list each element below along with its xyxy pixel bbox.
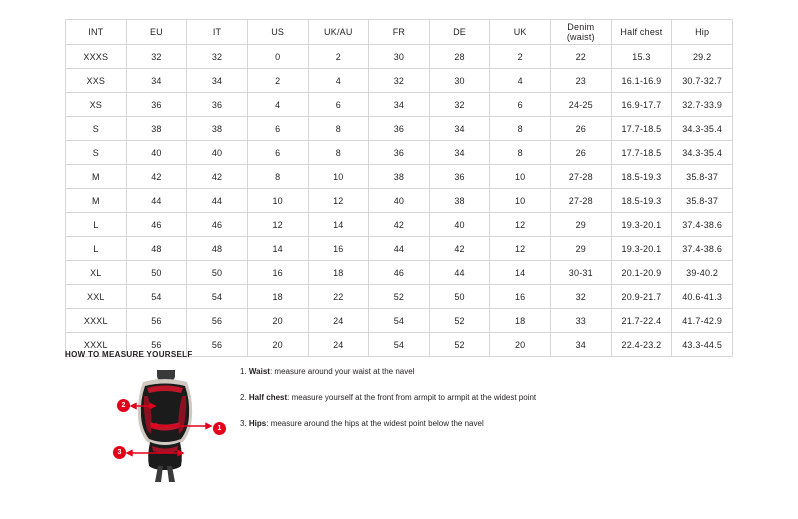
- table-cell: 38: [126, 117, 187, 141]
- table-cell: 33: [551, 309, 612, 333]
- table-cell: 36: [369, 141, 430, 165]
- table-cell: 22: [308, 285, 369, 309]
- table-cell: 10: [308, 165, 369, 189]
- table-cell: 52: [429, 309, 490, 333]
- table-cell: 34: [551, 333, 612, 357]
- table-cell: 34: [429, 117, 490, 141]
- table-cell: 30-31: [551, 261, 612, 285]
- table-cell: S: [66, 141, 127, 165]
- column-header-eu: EU: [126, 20, 187, 45]
- table-cell: 16.9-17.7: [611, 93, 672, 117]
- table-cell: 44: [429, 261, 490, 285]
- table-cell: 48: [126, 237, 187, 261]
- table-cell: 8: [490, 141, 551, 165]
- note-number-2: 2.: [240, 393, 247, 402]
- table-cell: 22.4-23.2: [611, 333, 672, 357]
- table-cell: 27-28: [551, 165, 612, 189]
- table-cell: 16: [308, 237, 369, 261]
- table-cell: 17.7-18.5: [611, 117, 672, 141]
- table-cell: 56: [187, 309, 248, 333]
- table-cell: 40: [126, 141, 187, 165]
- table-cell: 50: [429, 285, 490, 309]
- table-cell: 30: [369, 45, 430, 69]
- table-cell: 16: [490, 285, 551, 309]
- note-term-hips: Hips: [248, 419, 267, 428]
- table-cell: 10: [247, 189, 308, 213]
- table-row: [66, 117, 733, 141]
- table-cell: 4: [308, 69, 369, 93]
- table-cell: 29: [551, 237, 612, 261]
- table-cell: 27-28: [551, 189, 612, 213]
- column-header-fr: FR: [369, 20, 430, 45]
- table-cell: 4: [490, 69, 551, 93]
- table-cell: 18: [247, 285, 308, 309]
- note-text-hips: : measure around the hips at the widest point below the navel: [266, 419, 484, 428]
- table-cell: 10: [490, 189, 551, 213]
- note-text-half-chest: : measure yourself at the front from armpit to armpit at the widest point: [287, 393, 537, 402]
- table-cell: 12: [308, 189, 369, 213]
- table-cell: 8: [308, 117, 369, 141]
- table-cell: 38: [369, 165, 430, 189]
- table-cell: M: [66, 165, 127, 189]
- size-conversion-table: [65, 19, 733, 357]
- table-row: [66, 45, 733, 69]
- table-row: [66, 309, 733, 333]
- table-cell: 18: [308, 261, 369, 285]
- table-cell: 14: [490, 261, 551, 285]
- table-row: [66, 189, 733, 213]
- table-cell: XXL: [66, 285, 127, 309]
- column-header-hip: Hip: [672, 20, 733, 45]
- note-text-waist: : measure around your waist at the navel: [269, 367, 415, 376]
- table-cell: 26: [551, 141, 612, 165]
- table-cell: 2: [308, 45, 369, 69]
- table-cell: 56: [126, 333, 187, 357]
- table-cell: 38: [429, 189, 490, 213]
- table-cell: XXXL: [66, 333, 127, 357]
- note-term-waist: Waist: [248, 367, 270, 376]
- table-cell: 16.1-16.9: [611, 69, 672, 93]
- table-cell: 12: [247, 213, 308, 237]
- table-cell: 40: [187, 141, 248, 165]
- table-cell: 42: [126, 165, 187, 189]
- table-cell: 16: [247, 261, 308, 285]
- column-header-denim-waist: Denim (waist): [551, 20, 612, 45]
- table-cell: 56: [126, 309, 187, 333]
- table-cell: 2: [247, 69, 308, 93]
- table-cell: 6: [247, 117, 308, 141]
- table-cell: S: [66, 117, 127, 141]
- table-row: [66, 285, 733, 309]
- table-body: [66, 45, 733, 357]
- table-cell: M: [66, 189, 127, 213]
- table-cell: 10: [490, 165, 551, 189]
- table-cell: 32: [369, 69, 430, 93]
- table-cell: 46: [187, 213, 248, 237]
- table-cell: 20.1-20.9: [611, 261, 672, 285]
- table-cell: 42: [187, 165, 248, 189]
- table-cell: 29: [551, 213, 612, 237]
- table-header-row: [66, 20, 733, 45]
- measure-marker-3: 3: [113, 446, 126, 459]
- table-cell: 42: [369, 213, 430, 237]
- table-cell: 52: [429, 333, 490, 357]
- table-cell: 19.3-20.1: [611, 213, 672, 237]
- table-cell: 20: [247, 333, 308, 357]
- table-cell: 8: [308, 141, 369, 165]
- table-cell: 29.2: [672, 45, 733, 69]
- table-cell: 43.3-44.5: [672, 333, 733, 357]
- table-cell: 21.7-22.4: [611, 309, 672, 333]
- mannequin-illustration: [95, 366, 235, 486]
- table-cell: XXXS: [66, 45, 127, 69]
- table-cell: L: [66, 237, 127, 261]
- table-cell: 14: [308, 213, 369, 237]
- table-cell: XL: [66, 261, 127, 285]
- table-row: [66, 213, 733, 237]
- table-cell: 30.7-32.7: [672, 69, 733, 93]
- table-cell: 52: [369, 285, 430, 309]
- table-cell: 36: [429, 165, 490, 189]
- column-header-uk: UK: [490, 20, 551, 45]
- table-cell: 15.3: [611, 45, 672, 69]
- table-cell: XXS: [66, 69, 127, 93]
- table-cell: 8: [490, 117, 551, 141]
- table-cell: 34.3-35.4: [672, 141, 733, 165]
- table-cell: 44: [187, 189, 248, 213]
- table-cell: 36: [187, 93, 248, 117]
- table-cell: 20.9-21.7: [611, 285, 672, 309]
- column-header-de: DE: [429, 20, 490, 45]
- column-header-half-chest: Half chest: [611, 20, 672, 45]
- table-cell: 40.6-41.3: [672, 285, 733, 309]
- table-cell: 38: [187, 117, 248, 141]
- how-to-measure-title: HOW TO MEASURE YOURSELF: [65, 350, 193, 359]
- table-cell: 50: [187, 261, 248, 285]
- measure-note-hips: [240, 418, 720, 429]
- table-cell: 54: [187, 285, 248, 309]
- table-cell: 50: [126, 261, 187, 285]
- column-header-us: US: [247, 20, 308, 45]
- table-cell: 39-40.2: [672, 261, 733, 285]
- table-cell: 54: [126, 285, 187, 309]
- how-to-measure-block: [65, 366, 733, 486]
- table-cell: 18: [490, 309, 551, 333]
- table-cell: 12: [490, 237, 551, 261]
- table-row: [66, 93, 733, 117]
- table-cell: 22: [551, 45, 612, 69]
- table-cell: 26: [551, 117, 612, 141]
- table-cell: XXXL: [66, 309, 127, 333]
- table-row: [66, 141, 733, 165]
- table-cell: 24: [308, 309, 369, 333]
- table-cell: 14: [247, 237, 308, 261]
- measure-note-waist: [240, 366, 720, 377]
- column-header-int: INT: [66, 20, 127, 45]
- table-cell: 54: [369, 333, 430, 357]
- table-cell: 34: [429, 141, 490, 165]
- column-header-uk-au: UK/AU: [308, 20, 369, 45]
- table-cell: 12: [490, 213, 551, 237]
- table-cell: 18.5-19.3: [611, 189, 672, 213]
- table-cell: 34.3-35.4: [672, 117, 733, 141]
- table-cell: 23: [551, 69, 612, 93]
- measure-notes: [240, 366, 720, 444]
- table-cell: 20: [247, 309, 308, 333]
- note-number-3: 3.: [240, 419, 247, 428]
- measure-note-half-chest: [240, 392, 720, 403]
- table-cell: 18.5-19.3: [611, 165, 672, 189]
- table-cell: 6: [247, 141, 308, 165]
- table-cell: 40: [369, 189, 430, 213]
- table-cell: 6: [490, 93, 551, 117]
- table-cell: 34: [369, 93, 430, 117]
- table-cell: 2: [490, 45, 551, 69]
- table-cell: 32.7-33.9: [672, 93, 733, 117]
- note-number-1: 1.: [240, 367, 247, 376]
- table-cell: 24: [308, 333, 369, 357]
- table-cell: 4: [247, 93, 308, 117]
- table-cell: 32: [126, 45, 187, 69]
- table-cell: 41.7-42.9: [672, 309, 733, 333]
- table-cell: 20: [490, 333, 551, 357]
- table-cell: 40: [429, 213, 490, 237]
- table-row: [66, 261, 733, 285]
- table-cell: 34: [126, 69, 187, 93]
- note-term-half-chest: Half chest: [248, 393, 288, 402]
- table-cell: 28: [429, 45, 490, 69]
- table-cell: XS: [66, 93, 127, 117]
- column-header-it: IT: [187, 20, 248, 45]
- table-cell: 32: [187, 45, 248, 69]
- table-cell: 35.8-37: [672, 165, 733, 189]
- table-cell: 35.8-37: [672, 189, 733, 213]
- table-cell: 6: [308, 93, 369, 117]
- table-cell: 24-25: [551, 93, 612, 117]
- measure-marker-2: 2: [117, 399, 130, 412]
- table-cell: 0: [247, 45, 308, 69]
- table-cell: 34: [187, 69, 248, 93]
- table-cell: 32: [551, 285, 612, 309]
- table-cell: 36: [369, 117, 430, 141]
- table-cell: 32: [429, 93, 490, 117]
- table-cell: 36: [126, 93, 187, 117]
- table-cell: 44: [126, 189, 187, 213]
- table-cell: 56: [187, 333, 248, 357]
- table-cell: 8: [247, 165, 308, 189]
- table-row: [66, 237, 733, 261]
- table-row: [66, 69, 733, 93]
- measure-marker-1: 1: [213, 422, 226, 435]
- table-cell: 46: [369, 261, 430, 285]
- table-row: [66, 165, 733, 189]
- table-cell: 30: [429, 69, 490, 93]
- table-cell: 37.4-38.6: [672, 237, 733, 261]
- table-cell: 44: [369, 237, 430, 261]
- size-table-container: [65, 19, 733, 357]
- table-cell: 48: [187, 237, 248, 261]
- table-cell: 46: [126, 213, 187, 237]
- table-cell: 37.4-38.6: [672, 213, 733, 237]
- table-cell: 17.7-18.5: [611, 141, 672, 165]
- table-cell: L: [66, 213, 127, 237]
- table-cell: 42: [429, 237, 490, 261]
- table-cell: 19.3-20.1: [611, 237, 672, 261]
- table-cell: 54: [369, 309, 430, 333]
